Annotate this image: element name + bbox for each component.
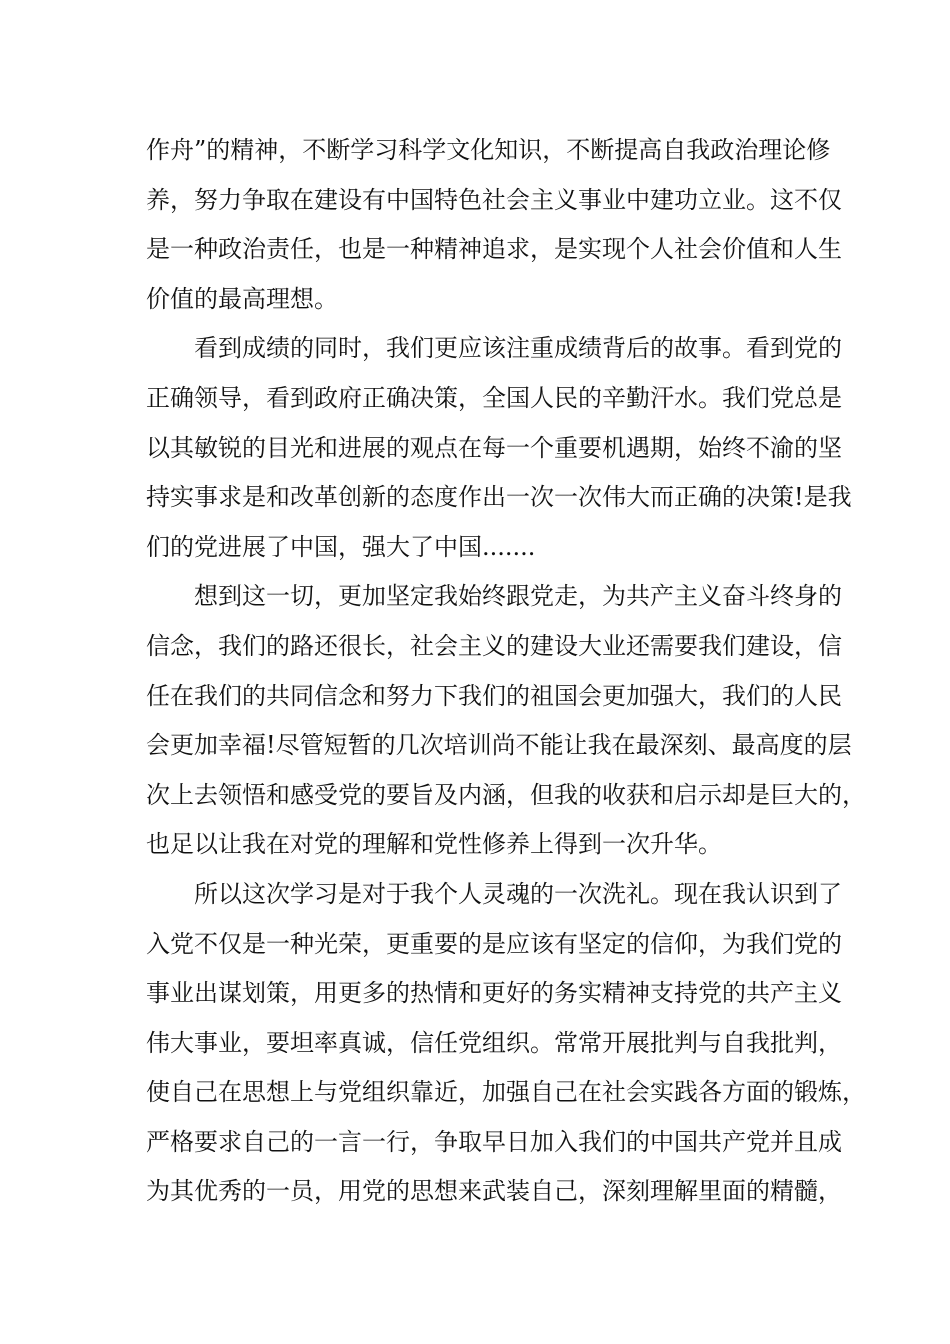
text-line: 任在我们的共同信念和努力下我们的祖国会更加强大，我们的人民 [146, 681, 842, 710]
text-line: 们的党进展了中国，强大了中国....... [146, 532, 536, 561]
text-line: 会更加幸福!尽管短暂的几次培训尚不能让我在最深刻、最高度的层 [146, 731, 852, 760]
text-line: 作舟”的精神，不断学习科学文化知识，不断提高自我政治理论修 [146, 136, 831, 164]
text-line: 使自己在思想上与党组织靠近，加强自己在社会实践各方面的锻炼， [146, 1078, 866, 1107]
text-line: 信念，我们的路还很长，社会主义的建设大业还需要我们建设，信 [146, 631, 842, 660]
text-line: 想到这一切，更加坚定我始终跟党走，为共产主义奋斗终身的 [146, 582, 842, 611]
text-line: 以其敏锐的目光和进展的观点在每一个重要机遇期，始终不渝的坚 [146, 433, 842, 462]
text-line: 看到成绩的同时，我们更应该注重成绩背后的故事。看到党的 [146, 334, 842, 363]
text-line: 所以这次学习是对于我个人灵魂的一次洗礼。现在我认识到了 [146, 879, 842, 908]
text-line: 次上去领悟和感受党的要旨及内涵，但我的收获和启示却是巨大的， [146, 780, 866, 809]
body-text [146, 126, 866, 1217]
text-line: 伟大事业，要坦率真诚，信任党组织。常常开展批判与自我批判， [146, 1028, 842, 1057]
text-line: 严格要求自己的一言一行，争取早日加入我们的中国共产党并且成 [146, 1127, 842, 1156]
text-line: 是一种政治责任，也是一种精神追求，是实现个人社会价值和人生 [146, 235, 842, 264]
text-line: 也足以让我在对党的理解和党性修养上得到一次升华。 [146, 830, 722, 859]
text-line: 持实事求是和改革创新的态度作出一次一次伟大而正确的决策!是我 [146, 483, 852, 512]
text-line: 事业出谋划策，用更多的热情和更好的务实精神支持党的共产主义 [146, 979, 842, 1008]
text-line: 养，努力争取在建设有中国特色社会主义事业中建功立业。这不仅 [146, 185, 842, 214]
text-line: 入党不仅是一种光荣，更重要的是应该有坚定的信仰，为我们党的 [146, 929, 842, 958]
text-line: 为其优秀的一员，用党的思想来武装自己，深刻理解里面的精髓， [146, 1177, 842, 1206]
text-line: 价值的最高理想。 [146, 284, 338, 313]
text-line: 正确领导，看到政府正确决策，全国人民的辛勤汗水。我们党总是 [146, 383, 842, 412]
